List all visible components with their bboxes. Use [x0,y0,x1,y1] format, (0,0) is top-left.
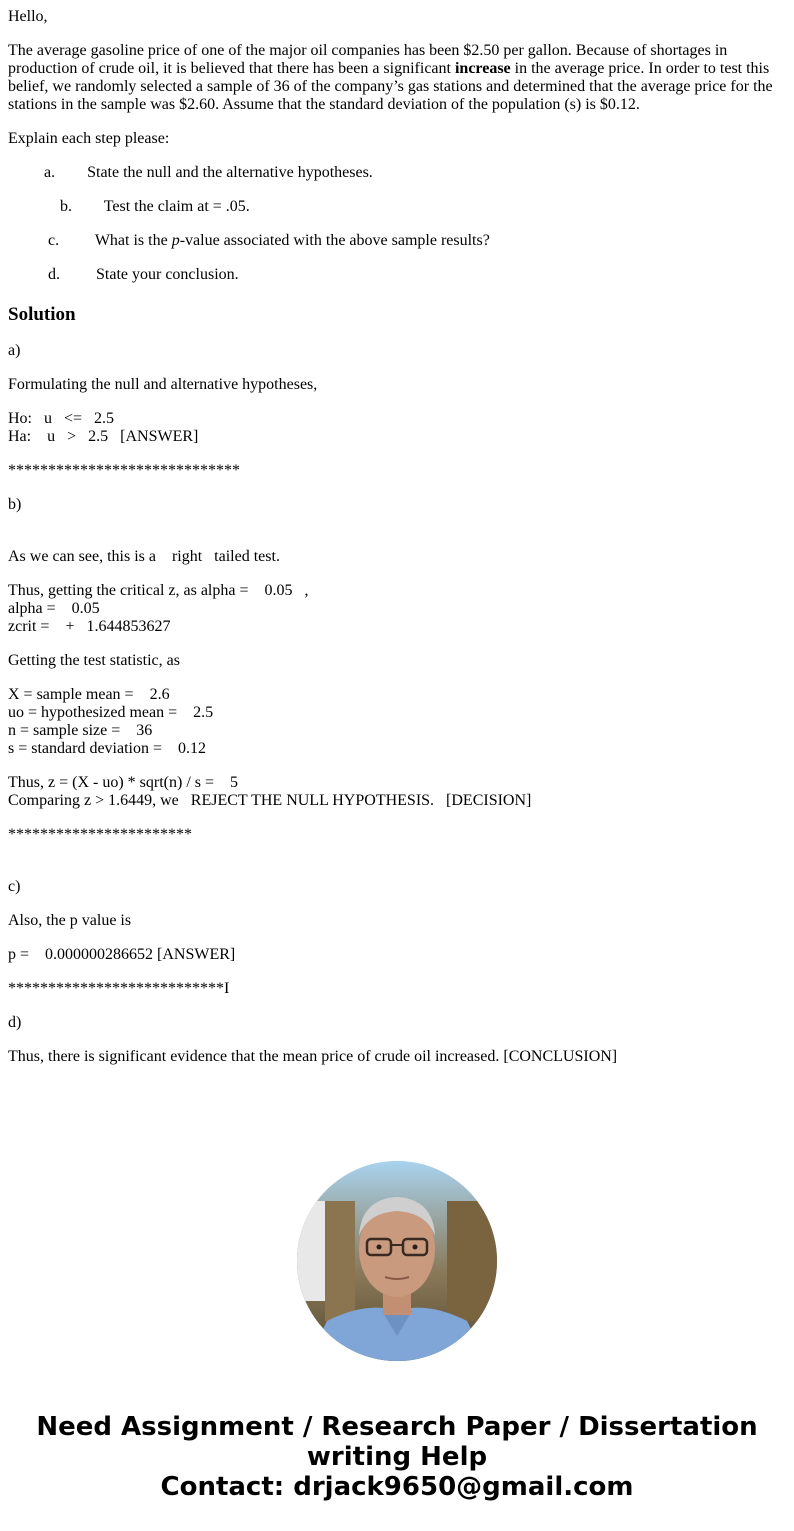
separator-c: ***************************I [8,980,230,997]
separator-b: *********************** [8,826,192,843]
item-b-text: Test the claim at = .05. [103,198,250,215]
item-a-marker: a. [44,164,56,181]
null-hypothesis: Ho: u <= 2.5 [8,410,115,427]
item-c-text-after: -value associated with the above sample results? [179,232,490,249]
part-a-label: a) [8,342,21,359]
hypothesized-mean: uo = hypothesized mean = 2.5 [8,704,214,721]
question-text [8,42,786,114]
avatar-portrait-icon [297,1161,497,1361]
document [0,8,794,1066]
z-statistic: Thus, z = (X - uo) * sqrt(n) / s = 5 [8,774,239,791]
conclusion: Thus, there is significant evidence that the mean price of crude oil increased. [CONCLUSION] [8,1048,618,1065]
footer-line-1: Need Assignment / Research Paper / Dissertation [36,1412,758,1442]
standard-deviation: s = standard deviation = 0.12 [8,740,207,757]
question-item-d [48,266,786,284]
question-item-a [44,164,786,182]
statistic-intro: Getting the test statistic, as [8,652,180,669]
footer-line-2: writing Help [306,1442,488,1472]
question-bold-word: increase [454,60,511,77]
sample-size: n = sample size = 36 [8,722,153,739]
critical-intro: Thus, getting the critical z, as alpha = 0.05 , [8,582,309,599]
author-avatar [297,1161,497,1361]
alternative-hypothesis: Ha: u > 2.5 [ANSWER] [8,428,199,445]
z-critical: zcrit = + 1.644853627 [8,618,171,635]
item-a-text: State the null and the alternative hypotheses. [87,164,373,181]
decision: Comparing z > 1.6449, we REJECT THE NULL HYPOTHESIS. [DECISION] [8,792,532,809]
item-d-text: State your conclusion. [96,266,239,283]
question-text-part1: The average gasoline price of one of the major oil companies has been $2.50 per gallon. Because of shortages in production of crude oil, it is believed that there has been a significant [8,42,728,77]
part-b-label: b) [8,496,22,513]
question-item-b [60,198,786,216]
tail-statement: As we can see, this is a right tailed test. [8,548,280,565]
question-text-part2: in the average price. In order to test this belief, we randomly selected a sample of 36 of the company’s gas stations and determined that the average price for the stations in the sample was $2.60. Assume that the standard deviation of the population (s) is $0.12. [8,60,773,113]
item-b-marker: b. [60,198,72,215]
part-a-intro: Formulating the null and alternative hypotheses, [8,376,318,393]
item-c-text-before: What is the [94,232,172,249]
footer-contact: Contact: drjack9650@gmail.com [160,1472,634,1502]
item-c-italic: p [171,232,180,249]
solution-heading: Solution [8,304,76,325]
question-item-c [48,232,786,250]
p-value: p = 0.000000286652 [ANSWER] [8,946,236,963]
sample-mean: X = sample mean = 2.6 [8,686,170,703]
part-d-label: d) [8,1014,22,1031]
item-d-marker: d. [48,266,60,283]
part-c-label: c) [8,878,21,895]
part-c-intro: Also, the p value is [8,912,132,929]
footer-banner [0,1412,794,1502]
greeting: Hello, [8,8,48,25]
separator-a: ***************************** [8,462,240,479]
item-c-marker: c. [48,232,60,249]
instruction: Explain each step please: [8,130,170,147]
alpha-value: alpha = 0.05 [8,600,100,617]
